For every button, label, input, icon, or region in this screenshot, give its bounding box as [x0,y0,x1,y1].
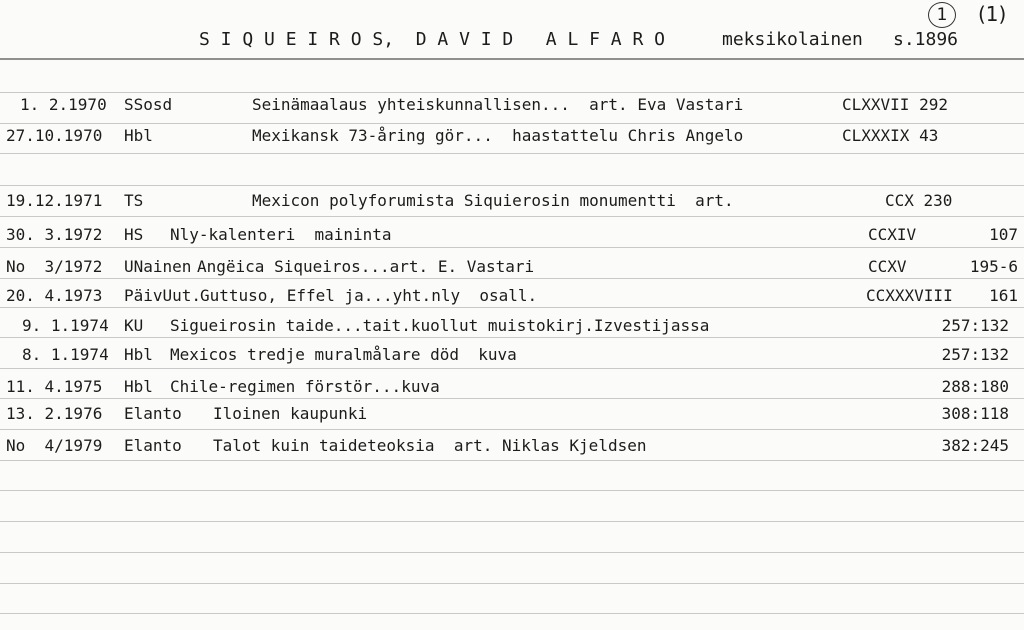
entry-title: Angëica Siqueiros...art. E. Vastari [197,257,535,276]
entry-source: Elanto [124,404,182,423]
ruled-line [0,307,1024,308]
entry-page: 161 [989,286,1018,305]
entry-title: Iloinen kaupunki [213,404,368,423]
entry-reference: CCXIV [868,225,917,244]
entry-reference: 257:132 [941,316,1009,335]
entry-source: Elanto [124,436,182,455]
ruled-line [0,337,1024,338]
circled-card-number: 1 [928,2,956,28]
entry-date: 20. 4.1973 [6,286,103,305]
entry-source: PäivUut. [124,286,202,305]
entry-source: SSosd [124,95,173,114]
entry-source: UNainen [124,257,192,276]
entry-date: 27.10.1970 [6,126,103,145]
entry-title: Seinämaalaus yhteiskunnallisen... art. Eva Vastari [252,95,744,114]
entry-reference: CLXXXIX 43 [842,126,939,145]
entry-source: TS [124,191,144,210]
entry-title: Talot kuin taideteoksia art. Niklas Kjeldsen [213,436,647,455]
header-rule [0,58,1024,60]
entry-source: HS [124,225,144,244]
entry-reference: 257:132 [941,345,1009,364]
ruled-line [0,583,1024,584]
ruled-line [0,521,1024,522]
entry-date: 30. 3.1972 [6,225,103,244]
entry-date: 11. 4.1975 [6,377,103,396]
ruled-line [0,398,1024,399]
entry-source: Hbl [124,126,153,145]
entry-reference: 308:118 [941,404,1009,423]
entry-date: 9. 1.1974 [22,316,109,335]
ruled-line [0,185,1024,186]
entry-title: Sigueirosin taide...tait.kuollut muistokirj.Izvestijassa [170,316,710,335]
entry-reference: CCXXXVIII [866,286,953,305]
entry-source: Hbl [124,377,153,396]
entry-page: 195-6 [969,257,1018,276]
entry-reference: 382:245 [941,436,1009,455]
entry-date: 19.12.1971 [6,191,103,210]
ruled-line [0,490,1024,491]
entry-title: Guttuso, Effel ja...yht.nly osall. [200,286,538,305]
ruled-line [0,278,1024,279]
entry-reference: CLXXVII 292 [842,95,948,114]
nationality: meksikolainen [722,29,863,50]
entry-date: No 3/1972 [6,257,103,276]
entry-date: 1. 2.1970 [20,95,107,114]
entry-reference: 288:180 [941,377,1009,396]
entry-title: Chile-regimen förstör...kuva [170,377,440,396]
entry-page: 107 [989,225,1018,244]
ruled-line [0,92,1024,93]
entry-reference: CCX 230 [885,191,953,210]
ruled-line [0,613,1024,614]
ruled-line [0,552,1024,553]
ruled-line [0,123,1024,124]
ruled-line [0,368,1024,369]
entry-date: 13. 2.1976 [6,404,103,423]
ruled-line [0,153,1024,154]
ruled-line [0,429,1024,430]
entry-date: 8. 1.1974 [22,345,109,364]
entry-title: Mexikansk 73-åring gör... haastattelu Chris Angelo [252,126,744,145]
birth-year: s.1896 [893,29,959,50]
artist-name: S I Q U E I R O S, D A V I D A L F A R O [199,29,665,50]
entry-source: KU [124,316,144,335]
entry-source: Hbl [124,345,153,364]
ruled-line [0,247,1024,248]
ruled-line [0,460,1024,461]
entry-title: Nly-kalenteri maininta [170,225,392,244]
entry-reference: CCXV [868,257,907,276]
card-number: (1) [978,2,1007,26]
entry-title: Mexicos tredje muralmålare död kuva [170,345,517,364]
ruled-line [0,216,1024,217]
entry-title: Mexicon polyforumista Siquierosin monumentti art. [252,191,734,210]
entry-date: No 4/1979 [6,436,103,455]
